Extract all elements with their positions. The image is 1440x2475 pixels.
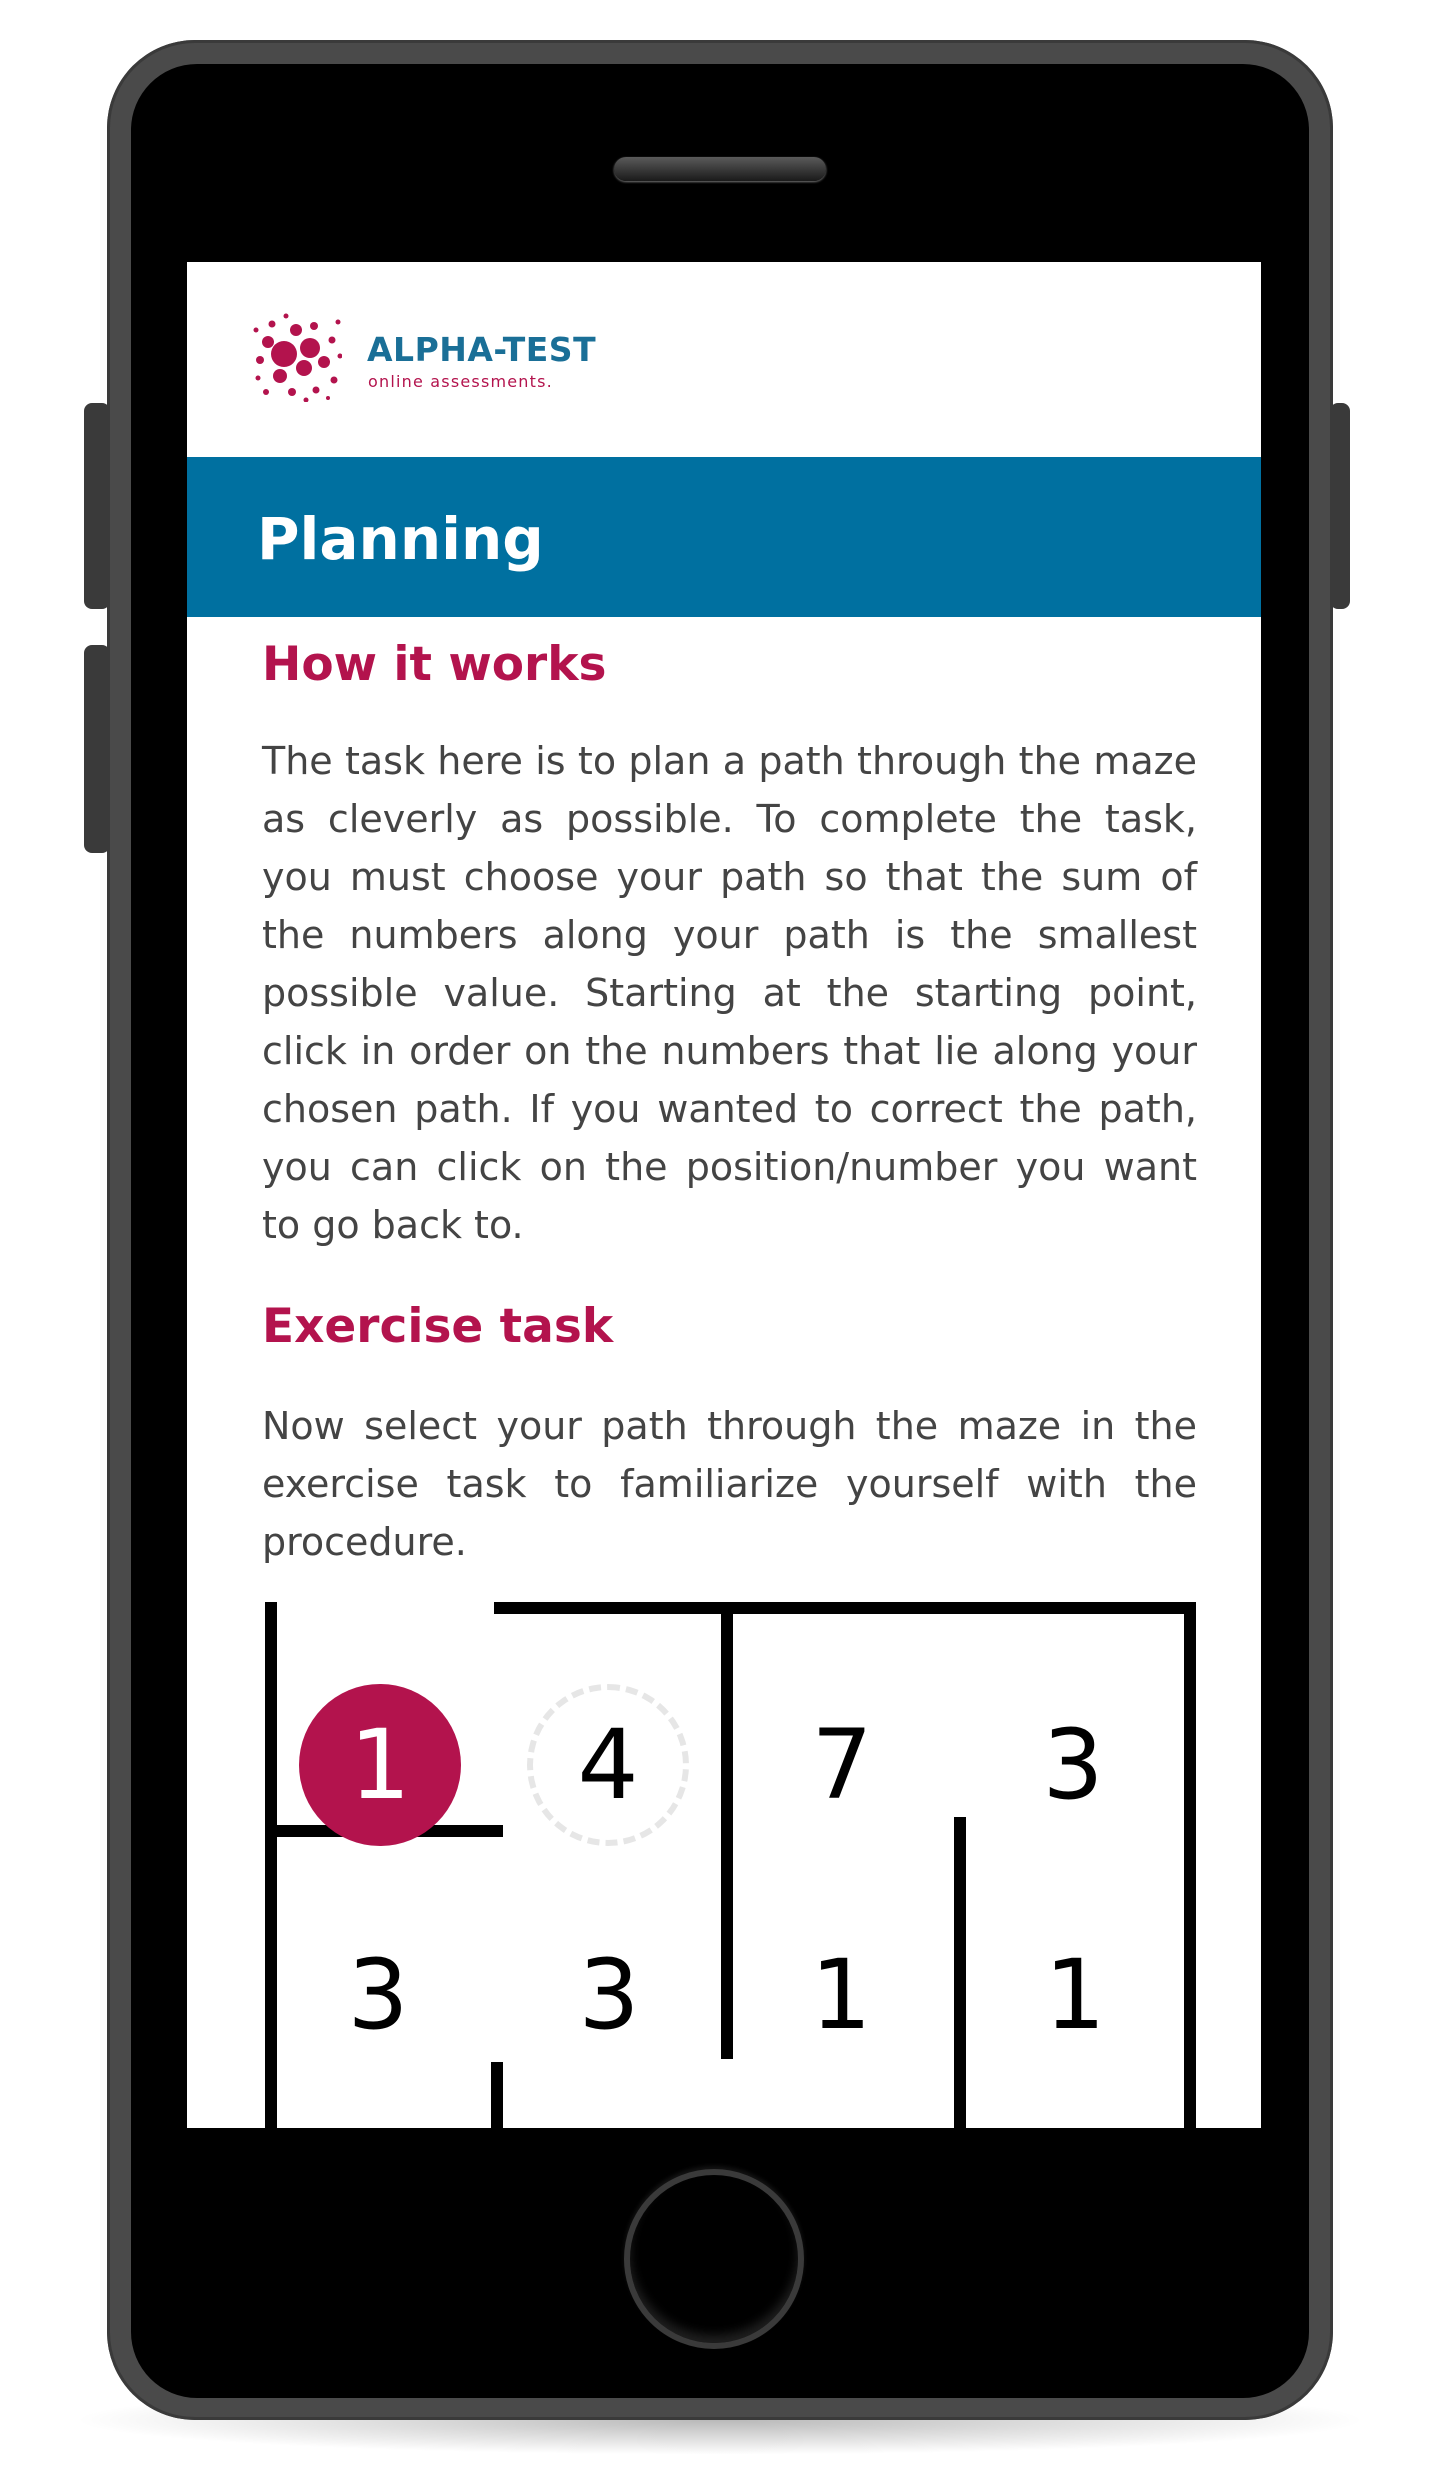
maze-cell-r2c3[interactable]: 1 <box>810 1939 872 2051</box>
exercise-task-text: Now select your path through the maze in the exercise task to familiarize yourself with the procedure. <box>262 1404 1197 1564</box>
maze-cell-r1c1[interactable]: 1 <box>349 1709 411 1821</box>
phone-screen <box>187 262 1261 2128</box>
maze-cell-r2c2[interactable]: 3 <box>578 1939 640 2051</box>
exercise-task-heading: Exercise task <box>262 1299 614 1354</box>
page-title: Planning <box>257 505 544 573</box>
brand-name: ALPHA-TEST <box>367 330 597 369</box>
how-it-works-text: The task here is to plan a path through the maze as cleverly as possible. To complete the task, you must choose your path so that the sum of the numbers along your path is the smallest possible value. Starting at the starting point, click in order on the numbers that lie along your chosen path. If you wanted to correct the path, you can click on the position/number you want to go back to. <box>262 739 1197 1247</box>
maze-cell-r1c3[interactable]: 7 <box>811 1709 873 1821</box>
maze-cell-r1c4[interactable]: 3 <box>1042 1709 1104 1821</box>
page-title-bar <box>187 457 1261 617</box>
phone-speaker <box>614 157 826 181</box>
home-button-icon[interactable] <box>624 2169 804 2349</box>
app-header <box>187 262 1261 457</box>
phone-power-button <box>1330 403 1350 609</box>
how-it-works-heading: How it works <box>262 637 607 692</box>
maze-cell-r2c1[interactable]: 3 <box>347 1939 409 2051</box>
alpha-test-dots-logo-icon <box>252 312 342 402</box>
maze-cell-r1c2[interactable]: 4 <box>577 1709 639 1821</box>
maze-cell-r2c4[interactable]: 1 <box>1044 1939 1106 2051</box>
maze-grid <box>187 1602 1261 2128</box>
brand-tagline: online assessments. <box>368 372 553 391</box>
